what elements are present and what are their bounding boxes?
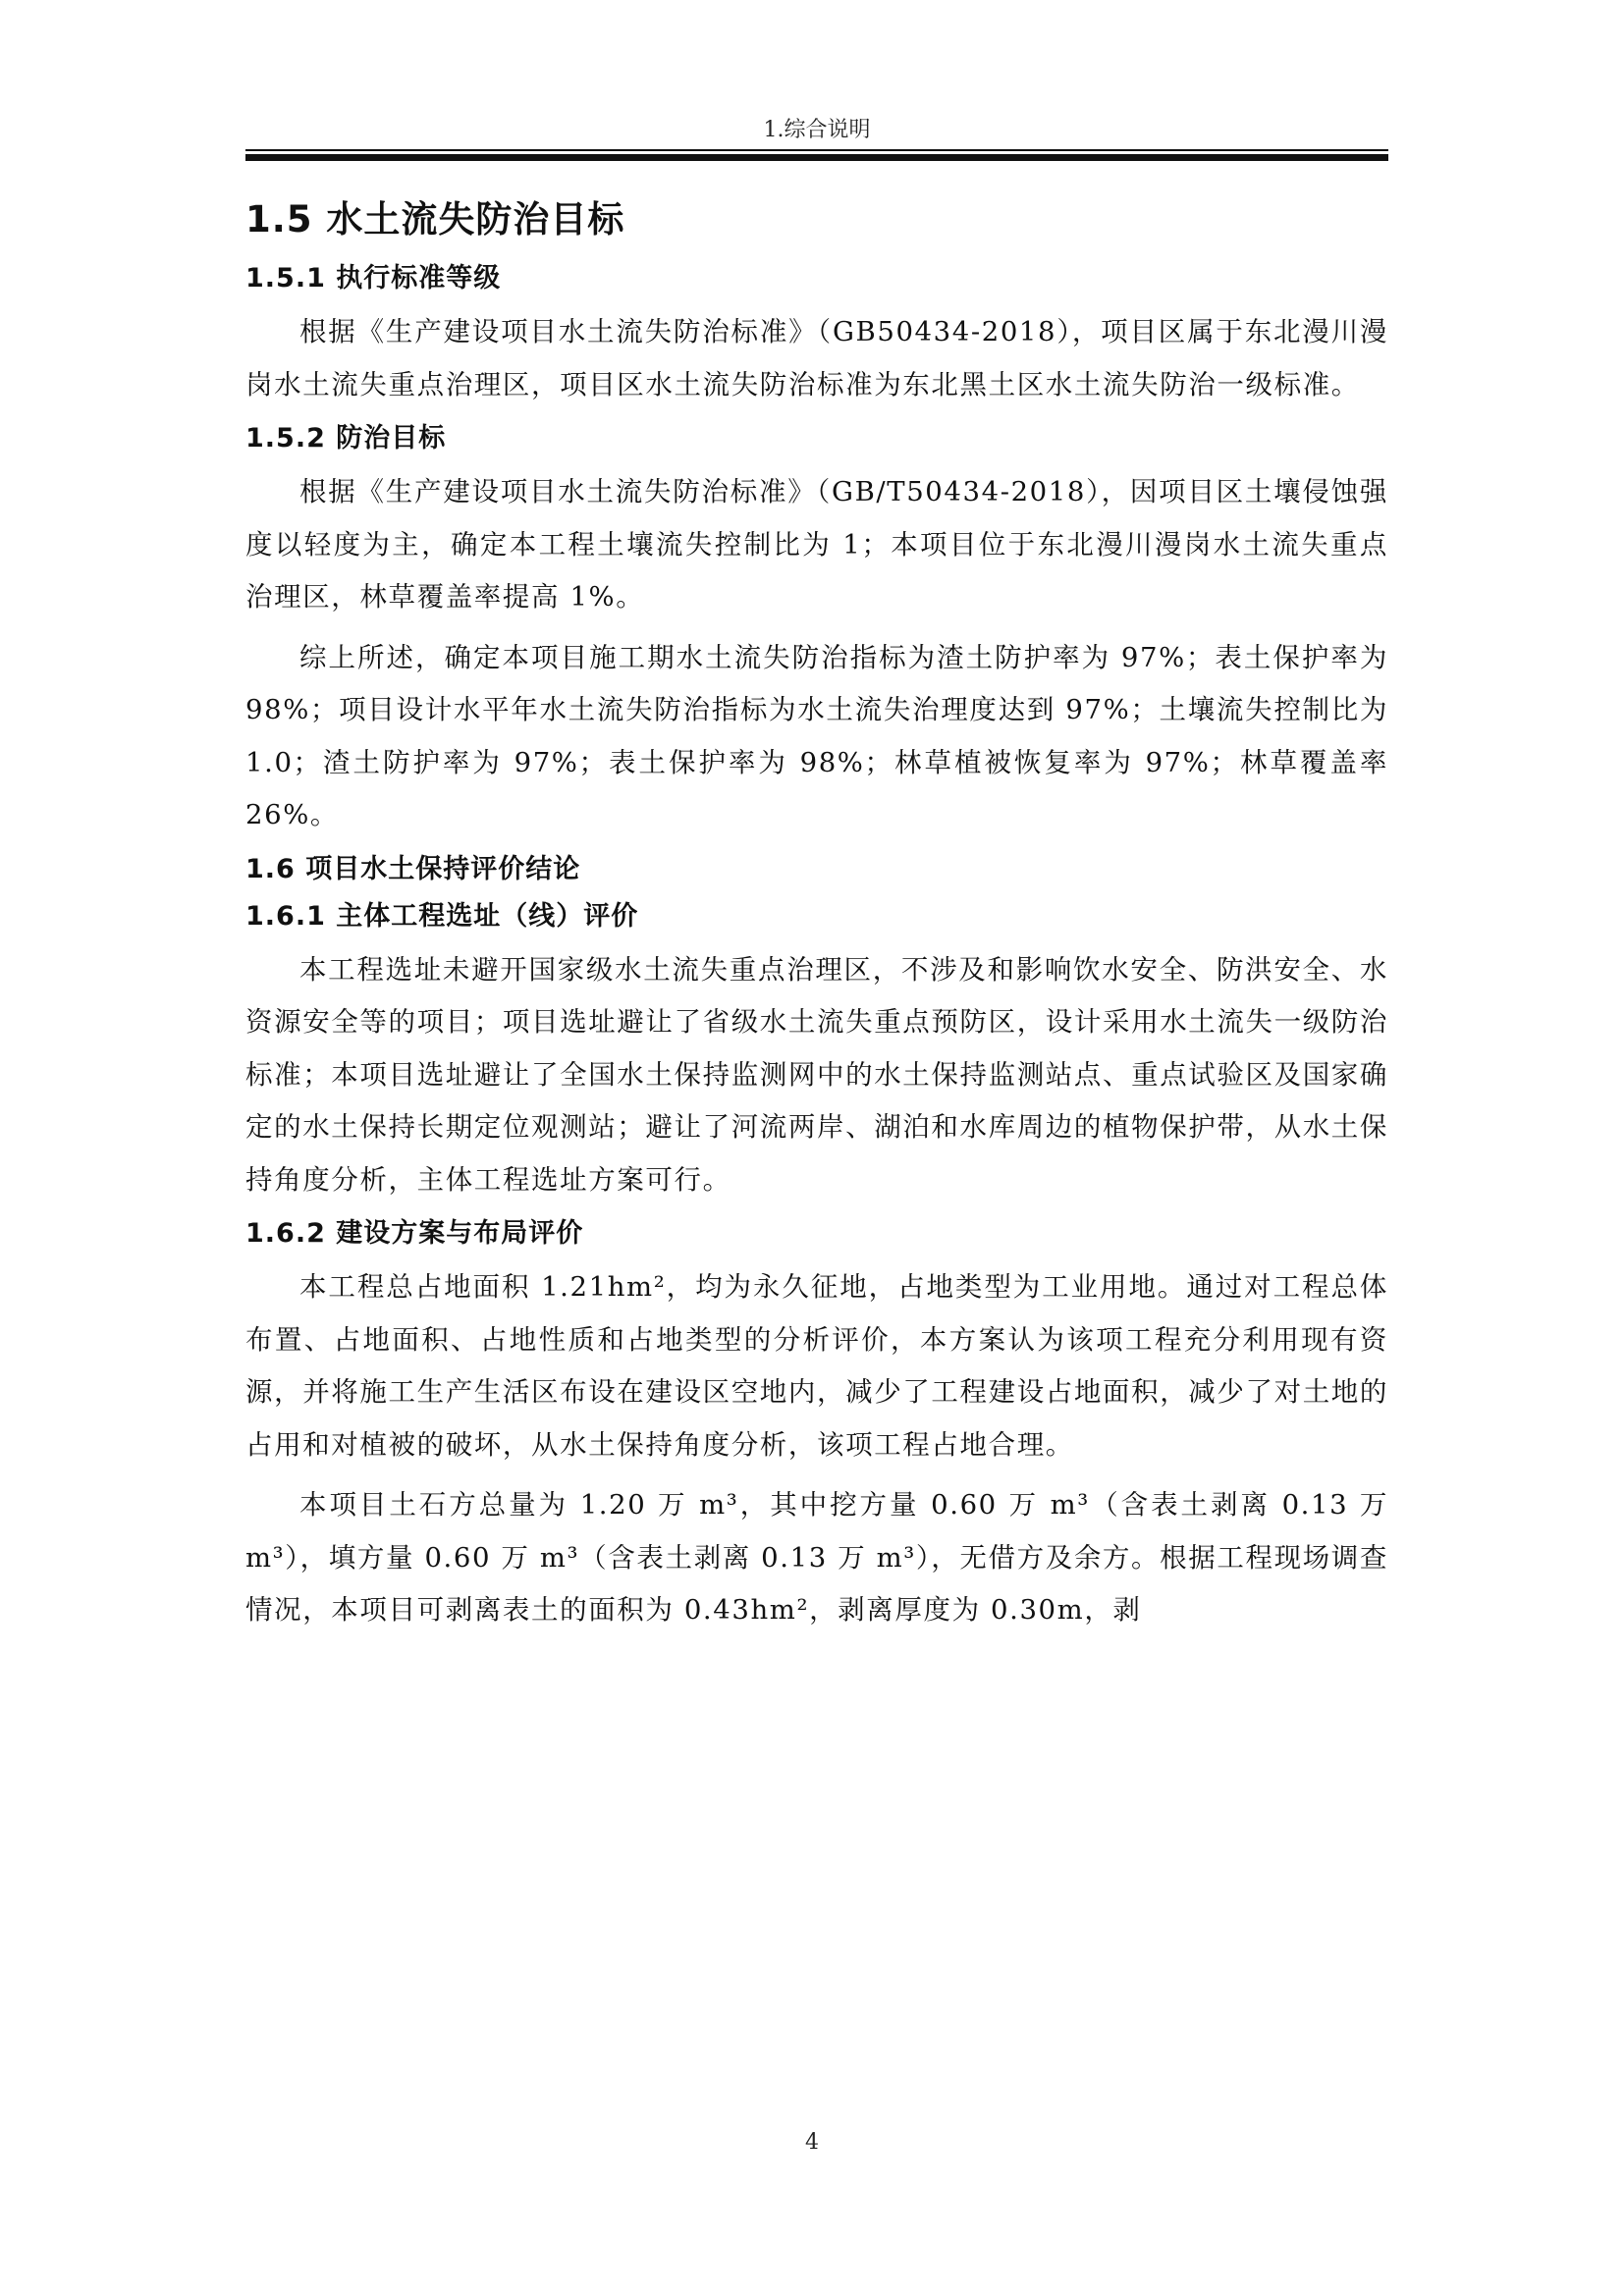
paragraph-earthwork: 本项目土石方总量为 1.20 万 m³，其中挖方量 0.60 万 m³（含表土剥离 0.13 万 m³），填方量 0.60 万 m³（含表土剥离 0.13 万 m³），无借方及余方。根据工程现场调查情况，本项目可剥离表土的面积为 0.43hm²，剥离厚度为 0.30m，剥 — [245, 1489, 1388, 1626]
running-header: 1.综合说明 — [763, 118, 871, 142]
paragraph-standard-level: 根据《生产建设项目水土流失防治标准》（GB50434-2018），项目区属于东北漫川漫岗水土流失重点治理区，项目区水土流失防治标准为东北黑土区水土流失防治一级标准。 — [245, 316, 1388, 400]
section-heading-1-6-2: 1.6.2 建设方案与布局评价 — [245, 1218, 584, 1249]
section-heading-1-5-1: 1.5.1 执行标准等级 — [245, 263, 502, 294]
header-rule-thin — [245, 149, 1388, 151]
paragraph-summary-indicators: 综上所述，确定本项目施工期水土流失防治指标为渣土防护率为 97%；表土保护率为 98%；项目设计水平年水土流失防治指标为水土流失治理度达到 97%；土壤流失控制比为 1.0；渣土防护率为 97%；表土保护率为 98%；林草植被恢复率为 97%；林草覆盖率 26%。 — [245, 641, 1388, 830]
paragraph-prevention-target: 根据《生产建设项目水土流失防治标准》（GB/T50434-2018），因项目区土壤侵蚀强度以轻度为主，确定本工程土壤流失控制比为 1；本项目位于东北漫川漫岗水土流失重点治理区，林草覆盖率提高 1%。 — [245, 476, 1388, 613]
paragraph-site-selection: 本工程选址未避开国家级水土流失重点治理区，不涉及和影响饮水安全、防洪安全、水资源安全等的项目；项目选址避让了省级水土流失重点预防区，设计采用水土流失一级防治标准；本项目选址避让了全国水土保持监测网中的水土保持监测站点、重点试验区及国家确定的水土保持长期定位观测站；避让了河流两岸、湖泊和水库周边的植物保护带，从水土保持角度分析，主体工程选址方案可行。 — [245, 953, 1388, 1196]
header-rule-thick — [245, 154, 1388, 161]
section-heading-1-5: 1.5 水土流失防治目标 — [245, 198, 625, 240]
page-body — [245, 194, 1388, 1645]
paragraph-land-occupation: 本工程总占地面积 1.21hm²，均为永久征地，占地类型为工业用地。通过对工程总体布置、占地面积、占地性质和占地类型的分析评价，本方案认为该项工程充分利用现有资源，并将施工生产生活区布设在建设区空地内，减少了工程建设占地面积，减少了对土地的占用和对植被的破坏，从水土保持角度分析，该项工程占地合理。 — [245, 1271, 1388, 1461]
section-heading-1-5-2: 1.5.2 防治目标 — [245, 423, 447, 454]
section-heading-1-6: 1.6 项目水土保持评价结论 — [245, 853, 581, 884]
section-heading-1-6-1: 1.6.1 主体工程选址（线）评价 — [245, 900, 639, 932]
page-number: 4 — [805, 2130, 819, 2155]
